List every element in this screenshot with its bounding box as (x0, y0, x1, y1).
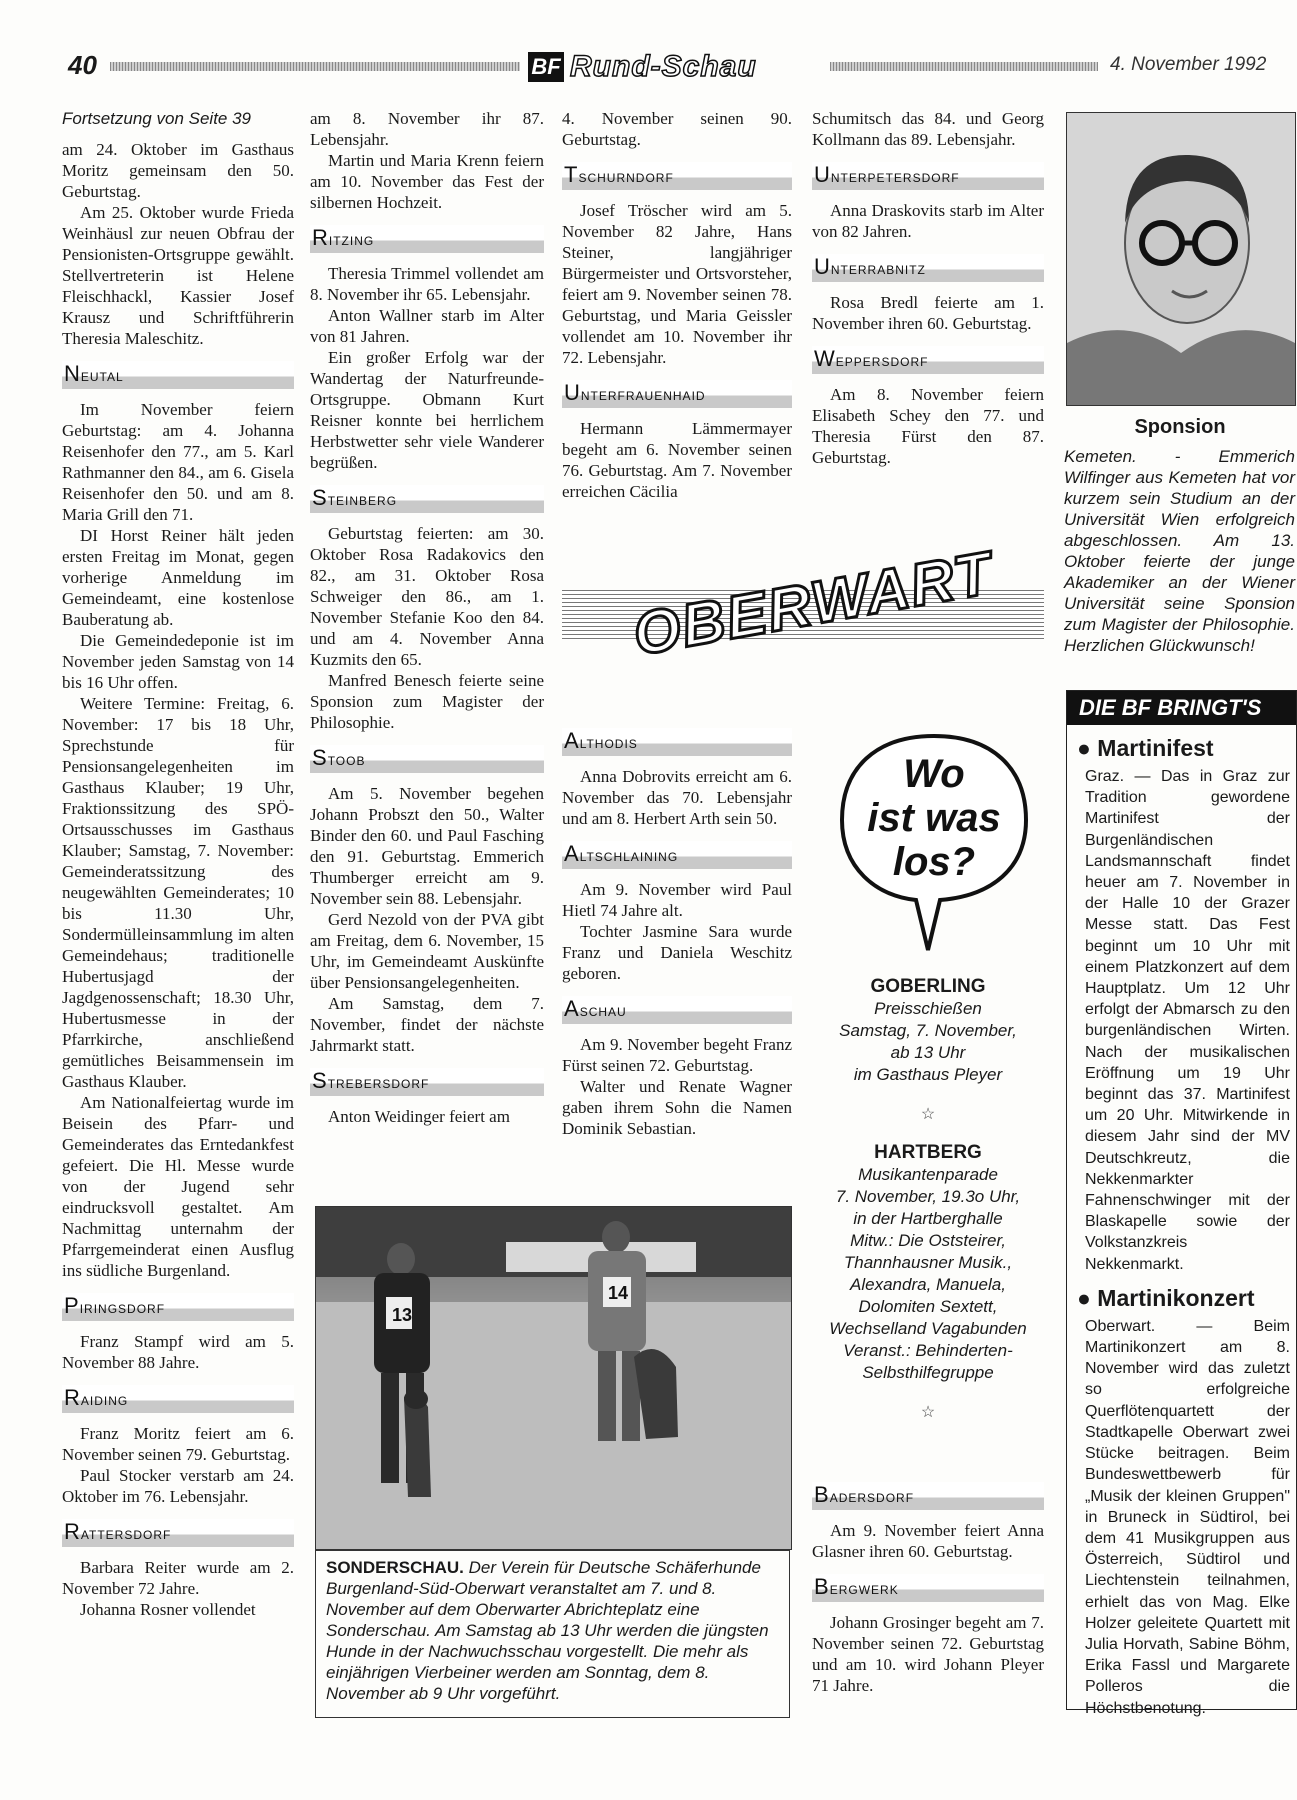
paragraph: Anna Draskovits starb im Alter von 82 Jahren. (812, 201, 1044, 241)
portrait-illustration (1067, 113, 1295, 405)
event-line: Thannhausner Musik., (843, 1253, 1013, 1272)
event-line: Veranst.: Behinderten- (843, 1341, 1013, 1360)
event-line: im Gasthaus Pleyer (853, 1065, 1003, 1084)
bullet-heading-text: Martinifest (1097, 735, 1214, 761)
event-line: 7. November, 19.3o Uhr, (835, 1187, 1021, 1206)
paragraph: Franz Stampf wird am 5. November 88 Jahre. (62, 1332, 294, 1372)
paragraph: Martin und Maria Krenn feiern am 10. November das Fest der silbernen Hochzeit. (310, 151, 544, 212)
paragraph: Anton Wallner starb im Alter von 81 Jahren. (310, 306, 544, 346)
paragraph: Am 5. November begehen Johann Probszt den 50., Walter Binder den 60. und Paul Fasching den 91. Geburtstag. Emmerich Thumberger erreicht am 9. November sein 88. Lebensjahr. (310, 784, 544, 908)
paragraph: Am 9. November begeht Franz Fürst seinen 72. Geburtstag. (562, 1035, 792, 1075)
column-3 (562, 108, 792, 502)
star-icon: ☆ (920, 1404, 936, 1421)
paragraph: Weitere Termine: Freitag, 6. November: 17 bis 18 Uhr, Sprechstunde für Pensionsangelegenheiten im Gasthaus Klauber; 19 Uhr, Fraktionssitzung des SPÖ-Ortsausschusses im Gasthaus Klauber; Samstag, 7. November: Gemeinderatssitzung des neugewählten Gemeinderates; 10 bis 11.30 Uhr, Sondermülleinsammlung im alten Gemeindehaus; traditionelle Hubertusjagd der Jagdgenossenschaft; 18.30 Uhr, Hubertusmesse in der Pfarrkirche, anschließend gemütliches Beisammensein im Gasthaus Klauber. (62, 694, 294, 1091)
oberwart-banner: OBERWART (628, 538, 999, 669)
event-line: ab 13 Uhr (890, 1043, 966, 1062)
section-heading-rattersdorf: Rattersdorf (62, 1519, 294, 1547)
paragraph: Walter und Renate Wagner gaben ihrem Sohn die Namen Dominik Sebastian. (562, 1077, 792, 1138)
bringts-text: Oberwart. — Beim Martinikonzert am 8. November wird das zuletzt so erfolgreiche Querflötenquartett der Stadtkapelle Oberwart zwei Stücke beitragen. Beim Bundeswettbewerb für „Musik der kleinen Gruppen" in Bruneck in Südtirol, bei dem 41 Musikgruppen aus Österreich, Südtirol und Liechtenstein teilnahmen, erhielt das von Mag. Elke Holzer geleitete Quartett mit Julia Horvath, Sabine Böhm, Erika Fassl und Margarete Polleros die Höchstbenotung. (1085, 1317, 1290, 1717)
event-line: Preisschießen (874, 999, 982, 1018)
sponsion-portrait (1066, 112, 1296, 406)
caption-text: Der Verein für Deutsche Schäferhunde Burgenland-Süd-Oberwart veranstaltet am 7. und 8. November auf dem Oberwarter Abrichteplatz eine Sonderschau. Am Samstag ab 13 Uhr werden die jüngsten Hunde in der Nachwuchsschau vorgestellt. Die mehr als einjährigen Vierbeiner werden am Sonntag, dem 8. November ab 9 Uhr vorgeführt. (326, 1558, 769, 1703)
paragraph: Schumitsch das 84. und Georg Kollmann das 89. Lebensjahr. (812, 109, 1044, 149)
paragraph: Tochter Jasmine Sara wurde Franz und Daniela Weschitz geboren. (562, 922, 792, 983)
section-heading-stoob: Stoob (310, 745, 544, 773)
section-heading-piringsdorf: Piringsdorf (62, 1293, 294, 1321)
paragraph: Johanna Rosner vollendet (80, 1600, 256, 1619)
event-line: Musikantenparade (858, 1165, 998, 1184)
page-number: 40 (68, 50, 97, 80)
bubble-line: los? (892, 840, 976, 884)
paragraph: Anna Dobrovits erreicht am 6. November das 70. Lebensjahr und am 8. Herbert Arth sein 50. (562, 767, 792, 828)
paragraph: Geburtstag feierten: am 30. Oktober Rosa Radakovics den 82., am 31. Oktober Rosa Schweiger den 86., am 1. November Stefanie Koo den 84. und am 4. November Anna Kuzmits den 65. (310, 524, 544, 669)
event-town-hartberg: HARTBERG (874, 1142, 982, 1163)
event-line: Selbsthilfegruppe (862, 1363, 994, 1382)
paragraph: am 24. Oktober im Gasthaus Moritz gemeinsam den 50. Geburtstag. (62, 140, 294, 201)
issue-date: 4. November 1992 (1110, 54, 1267, 75)
column-1 (62, 108, 294, 1620)
paragraph: Paul Stocker verstarb am 24. Oktober im 76. Lebensjahr. (62, 1466, 294, 1506)
bullet-icon: ● (1077, 1284, 1091, 1311)
event-line: Dolomiten Sextett, (858, 1297, 998, 1316)
paragraph: Am Samstag, dem 7. November, findet der nächste Jahrmarkt statt. (310, 994, 544, 1055)
paragraph: Die Gemeindedeponie ist im November jeden Samstag von 14 bis 16 Uhr offen. (62, 631, 294, 692)
bringts-text: Graz. — Das in Graz zur Tradition gewordene Martinifest der Burgenländischen Landsmannschaft findet heuer am 7. November in der Halle 10 der Grazer Messe statt. Das Fest beginnt um 10 Uhr mit einem Platzkonzert auf dem Hauptplatz. Um 12 Uhr erfolgt der Abmarsch zu den burgenländischen Wirten. Nach der musikalischen Eröffnung um 19 Uhr beginnt das 37. Martinifest um 20 Uhr. Mitwirkende in diesem Jahr sind der MV Deutschkreutz, die Nekkenmarkter Fahnenschwinger mit der Blaskapelle sowie der Volkstanzkreis Nekkenmarkt. (1085, 768, 1290, 1273)
section-heading-unterpetersdorf: Unterpetersdorf (812, 162, 1044, 190)
event-line: Wechselland Vagabunden (829, 1319, 1027, 1338)
events-list (812, 976, 1044, 1422)
sponsion-text: Kemeten. - Emmerich Wilfinger aus Kemeten hat vor kurzem sein Studium an der Universität Wien erfolgreich abgeschlossen. Am 13. Oktober feierte der junge Akademiker an der Wiener Universität seine Sponsion zum Magister der Philosophie. Herzlichen Glückwunsch! (1064, 447, 1295, 655)
paragraph: 4. November seinen 90. Geburtstag. (562, 109, 792, 149)
paragraph: Josef Tröscher wird am 5. November 82 Jahre, Hans Steiner, langjähriger Bürgermeister und Ortsvorsteher, feiert am 9. November seinen 78. Geburtstag, und Maria Geissler vollendet am 10. November ihr 72. Lebensjahr. (562, 201, 792, 367)
logo-title: Rund-Schau (570, 50, 757, 83)
paragraph: Am Nationalfeiertag wurde im Beisein des Pfarr- und Gemeinderates das Erntedankfest gefeiert. Die Hl. Messe wurde von der Jugend sehr eindrucksvoll gestaltet. Am Nachmittag unternahm der Pfarrgemeinderat einen Ausflug ins südliche Burgenland. (62, 1093, 294, 1280)
star-icon: ☆ (920, 1106, 936, 1123)
paragraph: am 8. November ihr 87. Lebensjahr. (310, 109, 544, 149)
continued-note: Fortsetzung von Seite 39 (62, 109, 252, 128)
dog-show-photo (315, 1206, 792, 1550)
bubble-line: Wo (903, 752, 965, 796)
paragraph: Johann Grosinger begeht am 7. November seinen 72. Geburtstag und am 10. wird Johann Pleyer 71 Jahre. (812, 1613, 1044, 1695)
section-heading-weppersdorf: Weppersdorf (812, 346, 1044, 374)
section-heading-steinberg: Steinberg (310, 485, 544, 513)
masthead-logo (528, 50, 818, 86)
section-heading-badersdorf: Badersdorf (812, 1482, 1044, 1510)
event-line: Mitw.: Die Oststeirer, (850, 1231, 1006, 1250)
paragraph: Franz Moritz feiert am 6. November seinen 79. Geburtstag. (62, 1424, 294, 1464)
paragraph: Manfred Benesch feierte seine Sponsion zum Magister der Philosophie. (310, 671, 544, 732)
column-3-oberwart (562, 716, 792, 1139)
sponsion-title: Sponsion (1134, 416, 1226, 438)
event-town-goberling: GOBERLING (870, 976, 986, 997)
photo-caption (315, 1550, 790, 1718)
paragraph: Am 25. Oktober wurde Frieda Weinhäusl zur neuen Obfrau der Pensionisten-Ortsgruppe gewählt. Stellvertreterin ist Helene Fleischhackl, Kassier Josef Krausz und Schriftführerin Theresia Maleschitz. (62, 203, 294, 348)
paragraph: DI Horst Reiner hält jeden ersten Freitag im Monat, gegen vorherige Anmeldung im Gemeindeamt, eine kostenlose Bauberatung ab. (62, 526, 294, 629)
bullet-icon: ● (1077, 735, 1091, 761)
bib-number: 14 (608, 1283, 629, 1303)
bullet-heading-text: Martinikonzert (1097, 1284, 1255, 1311)
bringts-box (1066, 690, 1297, 1717)
section-heading-althodis: Althodis (562, 728, 792, 756)
column-4-lower (812, 1470, 1044, 1696)
photo-illustration (316, 1207, 791, 1549)
paragraph: Am 8. November feiern Elisabeth Schey den 77. und Theresia Fürst den 87. Geburtstag. (812, 385, 1044, 467)
section-heading-unterrabnitz: Unterrabnitz (812, 254, 1044, 282)
bubble-line: ist was (867, 796, 1001, 840)
column-2 (310, 108, 544, 1127)
header-rule-left (110, 62, 520, 71)
section-heading-raiding: Raiding (62, 1385, 294, 1413)
event-line: Samstag, 7. November, (839, 1021, 1017, 1040)
paragraph: Hermann Lämmermayer begeht am 6. November seinen 76. Geburtstag. Am 7. November erreichen Cäcilia (562, 419, 792, 501)
logo-bf: BF (528, 52, 564, 82)
caption-title: SONDERSCHAU. (326, 1558, 464, 1577)
paragraph: Ein großer Erfolg war der Wandertag der Naturfreunde-Ortsgruppe. Obmann Kurt Reisner konnte bei herrlichem Herbstwetter sehr viele Wanderer begrüßen. (310, 348, 544, 472)
paragraph: Am 9. November wird Paul Hietl 74 Jahre alt. (562, 880, 792, 920)
section-heading-altschlaining: Altschlaining (562, 841, 792, 869)
section-heading-neutal: Neutal (62, 361, 294, 389)
section-heading-unterfrauenhaid: Unterfrauenhaid (562, 380, 792, 408)
paragraph: Rosa Bredl feierte am 1. November ihren 60. Geburtstag. (812, 293, 1044, 333)
header-rule-right (830, 62, 1098, 71)
paragraph: Barbara Reiter wurde am 2. November 72 Jahre. (62, 1558, 294, 1598)
bubble-text (836, 752, 1032, 884)
event-line: in der Hartberghalle (853, 1209, 1003, 1228)
section-heading-tschurndorf: Tschurndorf (562, 162, 792, 190)
section-heading-strebersdorf: Strebersdorf (310, 1068, 544, 1096)
paragraph: Im November feiern Geburtstag: am 4. Johanna Reisenhofer den 77., am 5. Karl Rathmanner den 84., am 6. Gisela Reisenhofer den 50. und am 8. Maria Grill den 71. (62, 400, 294, 524)
bullet-heading (1077, 1285, 1296, 1312)
paragraph: Anton Weidinger feiert am (328, 1107, 510, 1126)
section-heading-aschau: Aschau (562, 996, 792, 1024)
bringts-heading: DIE BF BRINGT'S (1067, 691, 1296, 725)
paragraph: Gerd Nezold von der PVA gibt am Freitag, dem 6. November, 15 Uhr, im Gemeindeamt Auskünfte über Pensionsangelegenheiten. (310, 910, 544, 992)
section-heading-ritzing: Ritzing (310, 225, 544, 253)
column-4 (812, 108, 1044, 468)
paragraph: Am 9. November feiert Anna Glasner ihren 60. Geburtstag. (812, 1521, 1044, 1561)
event-line: Alexandra, Manuela, (850, 1275, 1006, 1294)
section-heading-bergwerk: Bergwerk (812, 1574, 1044, 1602)
paragraph: Theresia Trimmel vollendet am 8. November ihr 65. Lebensjahr. (310, 264, 544, 304)
bib-number: 13 (392, 1305, 413, 1325)
bullet-heading (1077, 735, 1296, 762)
